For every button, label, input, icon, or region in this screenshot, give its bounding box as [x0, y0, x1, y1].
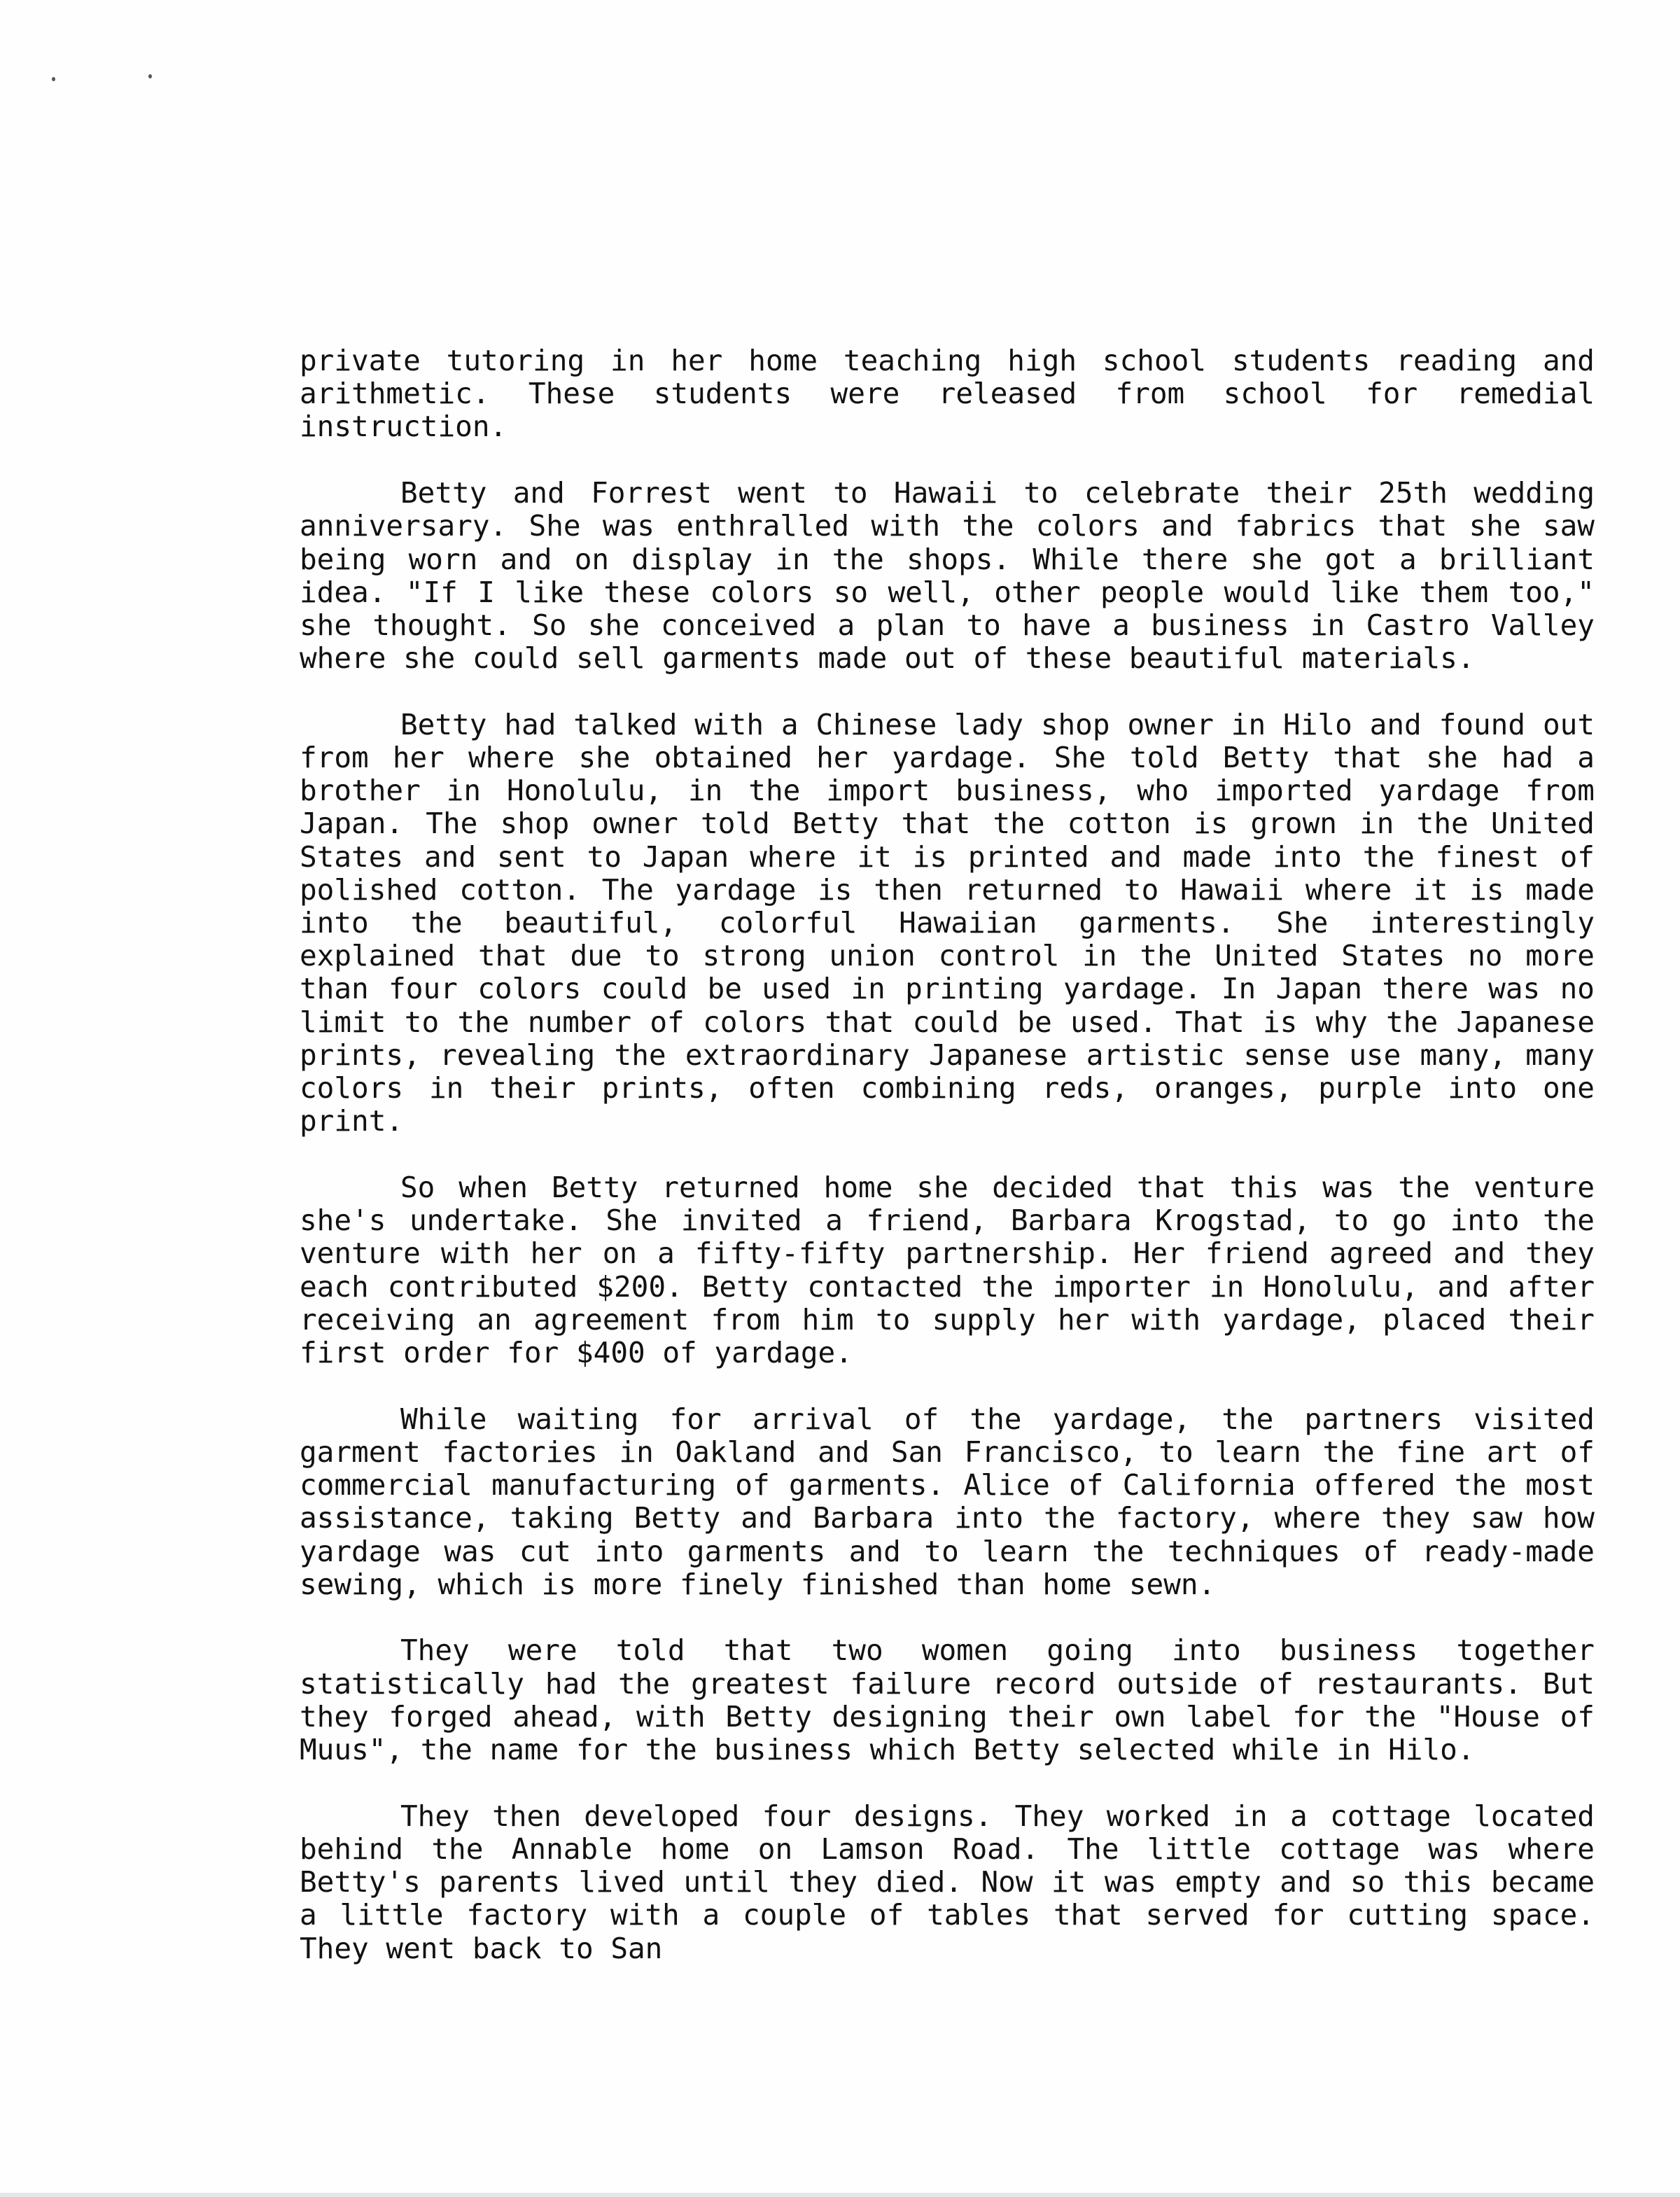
paragraph: So when Betty returned home she decided that this was the venture she's undertake. She invited a friend, Barbara Krogstad, to go into the venture with her on a fifty-fifty partnership. Her friend agreed and they each contributed $200. Betty contacted the importer in Honolulu, and after receiving an agreement from him to supply her with yardage, placed their first order for $400 of yardage.	[300, 1170, 1595, 1369]
paragraph: Betty and Forrest went to Hawaii to celebrate their 25th wedding anniversary. She was enthralled with the colors and fabrics that she saw being worn and on display in the shops. While there she got a brilliant idea. "If I like these colors so well, other people would like them too," she thought. So she conceived a plan to have a business in Castro Valley where she could sell garments made out of these beautiful materials.	[300, 476, 1595, 676]
paragraph: They then developed four designs. They worked in a cottage located behind the Annable home on Lamson Road. The little cottage was where Betty's parents lived until they died. Now it was empty and so this became a little factory with a couple of tables that served for cutting space. They went back to San	[300, 1799, 1595, 1965]
paragraph: private tutoring in her home teaching high school students reading and arithmetic. These students were released from school for remedial instruction.	[300, 344, 1595, 444]
paragraph: Betty had talked with a Chinese lady shop owner in Hilo and found out from her where she obtained her yardage. She told Betty that she had a brother in Honolulu, in the import business, who imported yardage from Japan. The shop owner told Betty that the cotton is grown in the United States and sent to Japan where it is printed and made into the finest of polished cotton. The yardage is then returned to Hawaii where it is made into the beautiful, colorful Hawaiian garments. She interestingly explained that due to strong union control in the United States no more than four colors could be used in printing yardage. In Japan there was no limit to the number of colors that could be used. That is why the Japanese prints, revealing the extraordinary Japanese artistic sense use many, many colors in their prints, often combining reds, oranges, purple into one print.	[300, 707, 1595, 1138]
scan-speck	[52, 77, 55, 81]
paragraph: While waiting for arrival of the yardage, the partners visited garment factories in Oakland and San Francisco, to learn the fine art of commercial manufacturing of garments. Alice of California offered the most assistance, taking Betty and Barbara into the factory, where they saw how yardage was cut into garments and to learn the techniques of ready-made sewing, which is more finely finished than home sewn.	[300, 1402, 1595, 1601]
paragraph: They were told that two women going into business together statistically had the greatest failure record outside of restaurants. But they forged ahead, with Betty designing their own label for the "House of Muus", the name for the business which Betty selected while in Hilo.	[300, 1633, 1595, 1767]
document-body	[300, 344, 1595, 1998]
page-bottom-edge	[0, 2193, 1680, 2197]
scan-speck	[148, 74, 152, 78]
